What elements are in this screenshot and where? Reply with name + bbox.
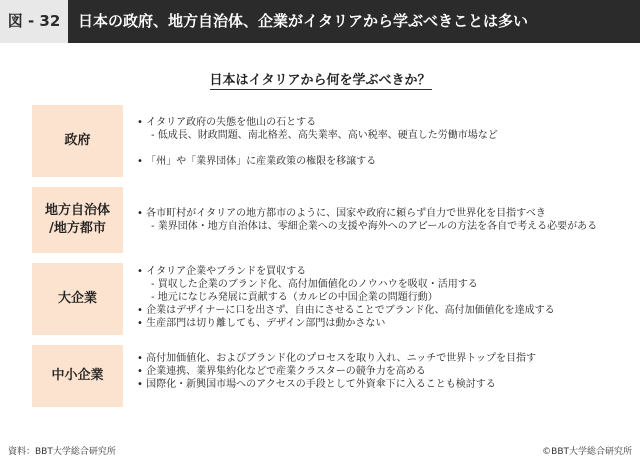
category-label: 大企業 [57, 291, 97, 306]
bullet-item: • 国際化・新興国市場へのアクセスの手段として外資傘下に入ることも検討する [137, 379, 496, 390]
bullet-item: • イタリア政府の失態を他山の石とする [137, 117, 317, 128]
category-box-sme [32, 345, 123, 407]
bullet-list-government [137, 116, 632, 168]
category-label-line: 地方自治体 [44, 203, 110, 218]
bullet-item: • 企業はデザイナーに口を出さず、自由にさせることでブランド化、高付加価値化を達成する [137, 305, 555, 316]
category-box-local-government [32, 187, 123, 253]
bullet-list-local-government [137, 207, 632, 233]
category-box-large-enterprise [32, 263, 123, 335]
category-label-line: /地方都市 [49, 221, 106, 236]
bullet-subitem: - 低成長、財政問題、南北格差、高失業率、高い税率、硬直した労働市場など [151, 130, 498, 141]
bullet-list-large-enterprise [137, 265, 632, 330]
category-box-government [32, 105, 123, 177]
bullet-item: • 各市町村がイタリアの地方都市のように、国家や政府に頼らず自力で世界化を目指すべき [137, 208, 546, 219]
bullet-list-sme [137, 352, 632, 391]
copyright-note: ©BBT大学総合研究所 [542, 447, 632, 457]
subtitle: 日本はイタリアから何を学ぶべきか？ [209, 73, 431, 88]
header-bar [0, 0, 640, 43]
bullet-subitem: - 業界団体・地方自治体は、零細企業への支援や海外へのアピールの方法を各自で考える必要がある [151, 221, 598, 232]
subtitle-underline [210, 89, 432, 90]
bullet-item: • 高付加価値化、およびブランド化のプロセスを取り入れ、ニッチで世界トップを目指す [137, 353, 536, 364]
bullet-item: • イタリア企業やブランドを買収する [137, 266, 307, 277]
source-note: 資料：BBT大学総合研究所 [8, 447, 116, 457]
spacer [137, 142, 632, 155]
bullet-item: • 生産部門は切り離しても、デザイン部門は動かさない [137, 318, 386, 329]
bullet-item: • 「州」や「業界団体」に産業政策の権限を移譲する [137, 156, 377, 167]
page-title: 日本の政府、地方自治体、企業がイタリアから学ぶべきことは多い [78, 12, 529, 30]
figure-number: 図 - 32 [0, 0, 68, 43]
bullet-subitem: - 地元になじみ発展に貢献する（カルビの中国企業の問題行動） [151, 292, 438, 303]
bullet-subitem: - 買収した企業のブランド化、高付加価値化のノウハウを吸収・活用する [151, 279, 478, 290]
category-label: 中小企業 [51, 368, 104, 383]
bullet-item: • 企業連携、業界集約化などで産業クラスターの競争力を高める [137, 366, 426, 377]
category-label: 政府 [64, 133, 91, 148]
